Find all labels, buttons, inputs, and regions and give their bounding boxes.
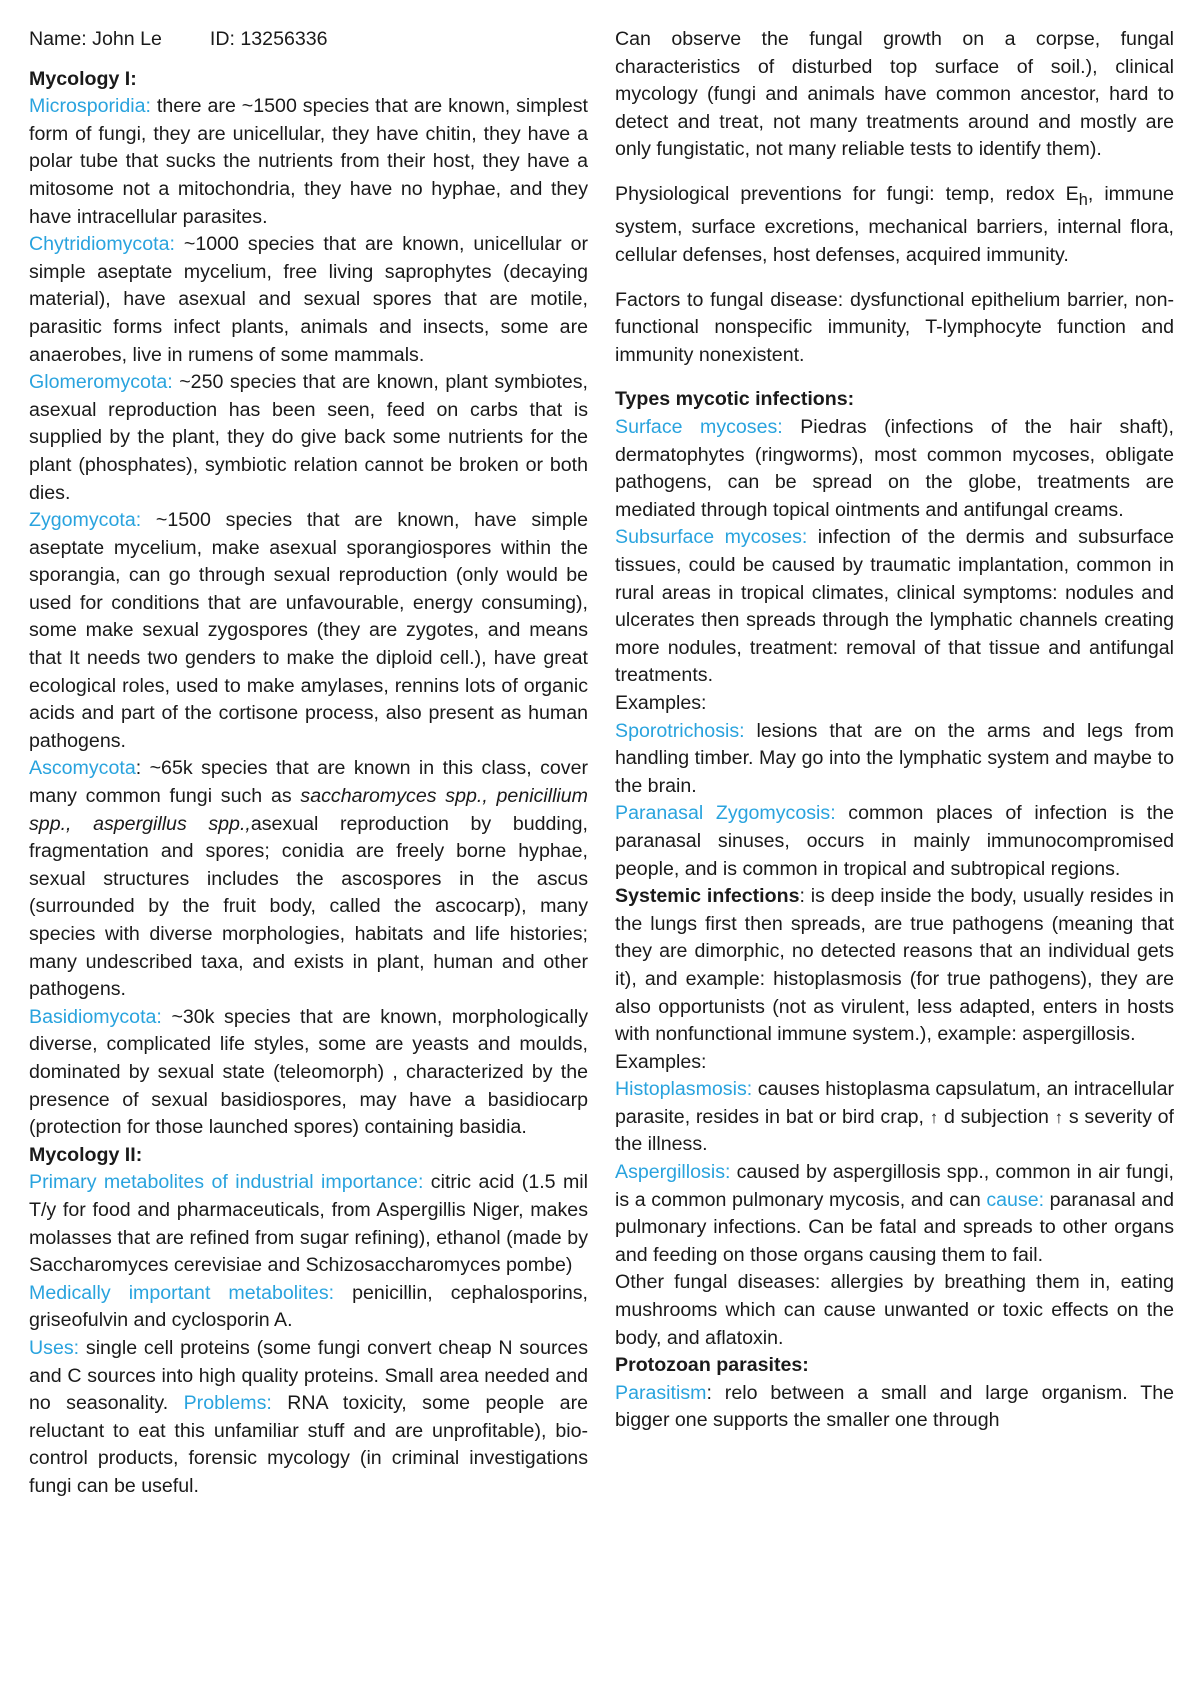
microsporidia-text: there are ~1500 species that are known, simplest form of fungi, they are unicellular, they have chitin, they have a polar tube that sucks the nutrients from their host, they have a mitosome not a mitochondria, they have no hyphae, and they have intracellular parasites. — [29, 95, 588, 228]
subsurface-mycoses-paragraph — [615, 524, 1174, 690]
microsporidia-paragraph — [29, 93, 588, 231]
examples-label: Examples: — [615, 691, 707, 714]
parasitism-term: Parasitism — [615, 1381, 707, 1404]
right-column — [615, 26, 1174, 1435]
basidiomycota-paragraph — [29, 1004, 588, 1142]
glomeromycota-paragraph — [29, 369, 588, 507]
problems-term: Problems: — [183, 1392, 272, 1415]
chytridiomycota-text: ~1000 species that are known, unicellular or simple aseptate mycelium, free living saprophytes (decaying material), have asexual and sexual spores that are motile, parasitic forms infect plants, animals and insects, some are anaerobes, live in rumens of some mammals. — [29, 233, 588, 366]
ascomycota-species: saccharomyces spp., penicillium spp., aspergillus spp., — [29, 785, 589, 835]
glomeromycota-text: ~250 species that are known, plant symbiotes, asexual reproduction has been seen, feed on carbs that is supplied by the plant, they do give back some nutrients for the plant (phosphates), symbiotic relation cannot be broken or both dies. — [29, 371, 588, 504]
zygomycota-paragraph — [29, 507, 588, 755]
parasitism-paragraph — [615, 1380, 1174, 1435]
problems-text: RNA toxicity, some people are reluctant to eat this unfamiliar stuff and are unprofitable), bio-control products, forensic mycology (in criminal investigations fungi can be useful. — [29, 1392, 589, 1497]
zygomycota-term: Zygomycota: — [29, 509, 142, 532]
zygomycota-text: ~1500 species that are known, have simple aseptate mycelium, make asexual sporangiospores within the sporangia, can go through sexual reproduction (only would be used for conditions that are unfavourable, energy consuming), some make sexual zygospores (they are zygotes, and means that It needs two genders to make the diploid cell.), have great ecological roles, used to make amylases, rennins lots of organic acids and part of the cortisone process, also present as human pathogens. — [29, 509, 588, 752]
parasitism-text: : relo between a small and large organism. The bigger one supports the smaller one through — [615, 1381, 1174, 1432]
cause-term: cause: — [986, 1188, 1045, 1211]
uses-text: single cell proteins (some fungi convert cheap N sources and C sources into high quality proteins. Small area needed and no seasonality. — [29, 1336, 588, 1415]
subsurface-mycoses-term: Subsurface mycoses: — [615, 526, 808, 549]
uses-term: Uses: — [29, 1336, 80, 1359]
histoplasmosis-text-b: d subjection — [938, 1105, 1055, 1128]
mycology1-heading: Mycology I: — [29, 67, 137, 90]
examples-label: Examples: — [615, 1050, 707, 1073]
medical-metabolites-text: penicillin, cephalosporins, griseofulvin and cyclosporin A. — [29, 1281, 588, 1332]
mycology2-heading: Mycology II: — [29, 1143, 143, 1166]
paranasal-text: common places of infection is the paranasal sinuses, occurs in mainly immunocompromised people, and is common in tropical and subtropical regions. — [615, 802, 1174, 880]
paranasal-term: Paranasal Zygomycosis: — [615, 802, 836, 825]
medical-metabolites-term: Medically important metabolites: — [29, 1281, 335, 1304]
aspergillosis-text-b: paranasal and pulmonary infections. Can be fatal and spreads to other organs and feeding on those organs causing them to fail. — [615, 1188, 1174, 1266]
primary-metabolites-term: Primary metabolites of industrial importance: — [29, 1171, 424, 1194]
physiological-subscript: h — [1078, 190, 1088, 209]
forensic-continuation: Can observe the fungal growth on a corpse, fungal characteristics of disturbed top surface of soil.), clinical mycology (fungi and animals have common ancestor, hard to detect and treat, not many treatments around and mostly are only fungistatic, not many reliable tests to identify them). — [615, 28, 1174, 161]
up-arrow-icon: ↑ — [929, 1107, 939, 1127]
student-id: ID: 13256336 — [209, 28, 328, 50]
systemic-paragraph — [615, 883, 1174, 1049]
surface-mycoses-paragraph — [615, 414, 1174, 524]
sporotrichosis-text: lesions that are on the arms and legs from handling timber. May go into the lymphatic system and maybe to the brain. — [615, 719, 1174, 797]
student-name: Name: John Le — [29, 28, 162, 50]
physiological-text-b: , immune system, surface excretions, mechanical barriers, internal flora, cellular defenses, host defenses, acquired immunity. — [615, 182, 1175, 267]
histoplasmosis-paragraph — [615, 1076, 1174, 1159]
subsurface-mycoses-text: infection of the dermis and subsurface tissues, could be caused by traumatic implantation, common in rural areas in tropical climates, clinical symptoms: nodules and ulcerates then spreads through the lymphatic channels creating more nodules, treatment: removal of that tissue and antifungal treatments. — [615, 526, 1174, 687]
protozoan-heading: Protozoan parasites: — [615, 1354, 809, 1377]
ascomycota-text-a: : ~65k species that are known in this class, cover many common fungi such as — [29, 757, 588, 808]
basidiomycota-term: Basidiomycota: — [29, 1005, 162, 1028]
primary-metabolites-text: citric acid (1.5 mil T/y for food and pharmaceuticals, from Aspergillis Niger, makes molasses that are refined from sugar refining), ethanol (made by Saccharomyces cerevisiae and Schizosaccharomyces pombe) — [29, 1171, 588, 1277]
left-column — [29, 26, 588, 1500]
sporotrichosis-paragraph — [615, 718, 1174, 801]
systemic-term: Systemic infections — [615, 885, 800, 908]
aspergillosis-paragraph — [615, 1159, 1174, 1269]
ascomycota-paragraph — [29, 755, 588, 1003]
aspergillosis-text-a: caused by aspergillosis spp., common in air fungi, is a common pulmonary mycosis, and can — [615, 1161, 1174, 1211]
primary-metabolites-paragraph — [29, 1169, 588, 1279]
ascomycota-term: Ascomycota — [29, 757, 136, 780]
medical-metabolites-paragraph — [29, 1280, 588, 1335]
surface-mycoses-term: Surface mycoses: — [615, 416, 783, 439]
chytridiomycota-term: Chytridiomycota: — [29, 233, 175, 256]
histoplasmosis-text-c: s severity of the illness. — [615, 1105, 1175, 1156]
microsporidia-term: Microsporidia: — [29, 95, 151, 118]
histoplasmosis-text-a: causes histoplasma capsulatum, an intracellular parasite, resides in bat or bird crap, — [615, 1078, 1174, 1128]
student-info — [29, 26, 588, 54]
factors-paragraph: Factors to fungal disease: dysfunctional epithelium barrier, non-functional nonspecific immunity, T-lymphocyte function and immunity nonexistent. — [615, 288, 1174, 366]
up-arrow-icon: ↑ — [1054, 1107, 1064, 1127]
aspergillosis-term: Aspergillosis: — [615, 1161, 731, 1184]
glomeromycota-term: Glomeromycota: — [29, 371, 173, 394]
sporotrichosis-term: Sporotrichosis: — [615, 719, 745, 742]
other-diseases-paragraph: Other fungal diseases: allergies by breathing them in, eating mushrooms which can cause unwanted or toxic effects on the body, and aflatoxin. — [615, 1271, 1174, 1349]
chytridiomycota-paragraph — [29, 231, 588, 369]
basidiomycota-text: ~30k species that are known, morphologically diverse, complicated life styles, some are yeasts and moulds, dominated by sexual state (teleomorph) , characterized by the presence of sexual basidiospores, may have a basidiocarp (protection for those launched spores) containing basidia. — [29, 1005, 588, 1139]
surface-mycoses-text: Piedras (infections of the hair shaft), dermatophytes (ringworms), most common mycoses, obligate pathogens, can be spread on the globe, treatments are mediated through topical ointments and antifungal creams. — [615, 416, 1174, 521]
physiological-paragraph — [615, 181, 1174, 270]
ascomycota-text-b: asexual reproduction by budding, fragmentation and spores; conidia are freely borne hyphae, sexual structures includes the ascospores in the ascus (surrounded by the fruit body, called the ascocarp), many species with diverse morphologies, habitats and life histories; many undescribed taxa, and exists in plant, human and other pathogens. — [29, 812, 588, 1001]
systemic-text: : is deep inside the body, usually resides in the lungs first then spreads, are true pathogens (meaning that they are dimorphic, no detected reasons that an individual gets it), and example: histoplasmosis (for true pathogens), they are also opportunists (not as virulent, less adapted, enters in hosts with nonfunctional immune system.), example: aspergillosis. — [615, 885, 1175, 1046]
physiological-text-a: Physiological preventions for fungi: temp, redox E — [615, 182, 1079, 205]
paranasal-paragraph — [615, 800, 1174, 883]
histoplasmosis-term: Histoplasmosis: — [615, 1078, 753, 1101]
types-heading: Types mycotic infections: — [615, 388, 855, 411]
uses-paragraph — [29, 1335, 588, 1501]
